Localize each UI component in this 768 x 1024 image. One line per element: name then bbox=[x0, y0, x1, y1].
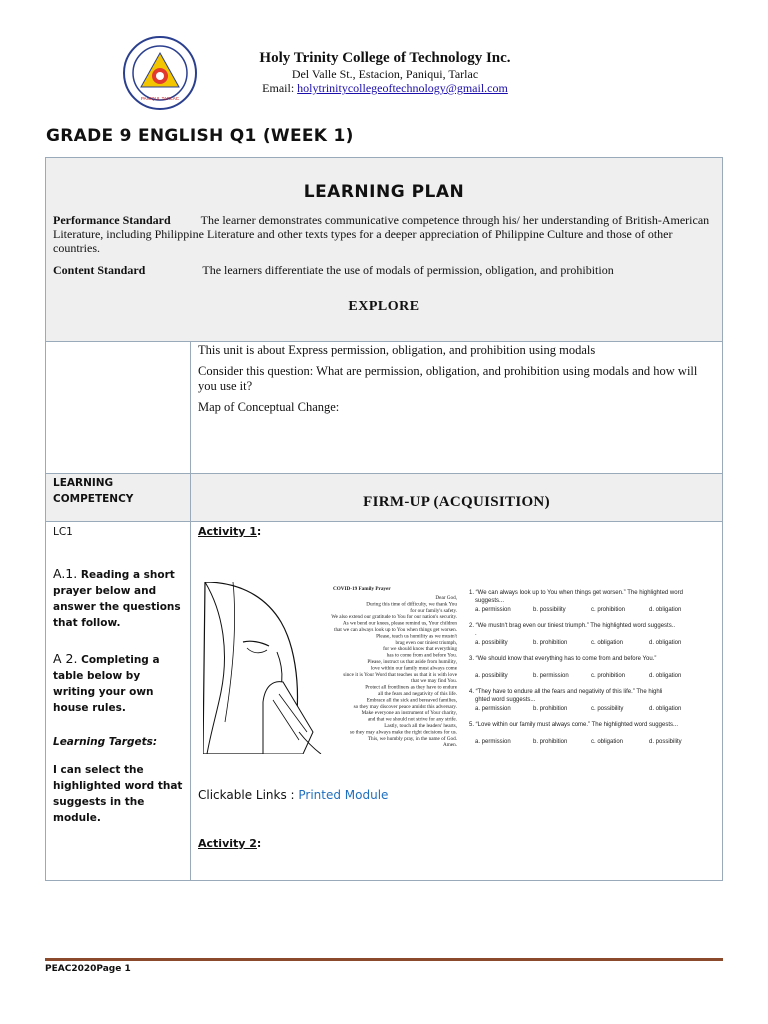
quiz-option: d. obligation bbox=[649, 640, 682, 646]
activity-cell bbox=[190, 521, 723, 881]
explore-question: Consider this question: What are permission, obligation, and prohibition using modals and how will you use it? bbox=[198, 364, 698, 393]
clickable-links bbox=[198, 788, 388, 802]
prayer-title: COVID-19 Family Prayer bbox=[333, 586, 391, 592]
prayer-line: Lastly, touch all the leaders' hearts, bbox=[384, 723, 457, 729]
logo-bottom-text: PANIQUI, TARLAC bbox=[140, 96, 180, 101]
prayer-line: that we can always look up to You when things get worsen. bbox=[334, 627, 457, 633]
explore-left-cell bbox=[45, 341, 191, 474]
quiz-option: c. obligation bbox=[591, 739, 624, 745]
prayer-line: Make everyone an instrument of Your charity, bbox=[361, 710, 457, 717]
quiz-option: d. obligation bbox=[649, 673, 682, 679]
email-label: Email: bbox=[262, 81, 298, 95]
quiz-option: b. prohibition bbox=[533, 706, 568, 712]
quiz-option: c. obligation bbox=[591, 640, 624, 646]
quiz-question: 1. “We can always look up to You when things get worsen.” The highlighted word bbox=[469, 590, 683, 596]
lc1-label: LC1 bbox=[53, 526, 73, 538]
performance-standard-text: The learner demonstrates communicative competence through his/ her understanding of British-American Literature, including Philippine Literature and other texts types for a deeper appreciation of Philippine Culture and those of other countries. bbox=[53, 213, 710, 255]
explore-intro: This unit is about Express permission, obligation, and prohibition using modals bbox=[198, 343, 596, 357]
quiz-option: a. permission bbox=[475, 706, 511, 712]
learning-plan-heading: LEARNING PLAN bbox=[303, 182, 465, 202]
quiz-option: a. possibility bbox=[475, 640, 508, 646]
quiz-question: 2. “We mustn't brag even our tiniest triumph.” The highlighted word suggests.. bbox=[469, 623, 676, 629]
prayer-line: has to come from and before You. bbox=[386, 652, 457, 659]
quiz-option: b. prohibition bbox=[533, 739, 568, 745]
competency-a1 bbox=[53, 566, 183, 631]
links-label: Clickable Links : bbox=[198, 788, 299, 802]
content-standard-text: The learners differentiate the use of modals of permission, obligation, and prohibition bbox=[202, 263, 614, 277]
quiz-question-cont: suggests... bbox=[475, 598, 505, 604]
competency-cell bbox=[45, 521, 191, 881]
school-address: Del Valle St., Estacion, Paniqui, Tarlac bbox=[291, 67, 479, 81]
footer-rule bbox=[45, 958, 723, 961]
prayer-line: that we may find You. bbox=[411, 678, 457, 685]
quiz-option: b. permission bbox=[533, 673, 569, 679]
prayer-line: for our family's safety. bbox=[410, 607, 457, 614]
quiz-option: c. prohibition bbox=[591, 673, 626, 679]
prayer-line: Please, teach us humility as we mustn't bbox=[376, 633, 457, 640]
school-name: Holy Trinity College of Technology Inc. bbox=[259, 50, 511, 66]
competency-a2 bbox=[53, 651, 183, 716]
school-header bbox=[210, 50, 560, 95]
footer-page-label: PEAC2020Page 1 bbox=[45, 964, 131, 974]
email-link[interactable]: holytrinitycollegeoftechnology@gmail.com bbox=[297, 81, 508, 95]
a1-label: A.1. bbox=[53, 566, 78, 581]
prayer-line: so they may discover peace amidst this adversary. bbox=[353, 703, 457, 710]
prayer-line: all the fears and negativity of this life. bbox=[378, 691, 457, 697]
prayer-line: and that we should not strive for any strife. bbox=[367, 716, 457, 723]
a2-label: A 2. bbox=[53, 651, 78, 666]
quiz-option: a. possibility bbox=[475, 673, 508, 679]
prayer-line: Embrace all the sick and bereaved families, bbox=[366, 697, 457, 704]
a1-text: Reading a short prayer below and answer the questions that follow. bbox=[53, 569, 181, 629]
a2-text: Completing a table below by writing your own house rules. bbox=[53, 654, 160, 714]
quiz-option: c. prohibition bbox=[591, 607, 626, 613]
prayer-line: Protect all frontliners as they have to endure bbox=[365, 684, 457, 691]
quiz-question-cont: . bbox=[475, 631, 477, 637]
quiz-option: b. possibility bbox=[533, 607, 566, 613]
prayer-line: so they may always make the right decisions for us. bbox=[349, 729, 457, 736]
prayer-text bbox=[331, 586, 458, 748]
learning-plan-cell bbox=[45, 157, 723, 342]
quiz-option: c. possibility bbox=[591, 706, 624, 712]
quiz-option: d. possibility bbox=[649, 739, 682, 745]
prayer-line: This, we humbly pray, in the name of God. bbox=[367, 735, 457, 742]
document-title: GRADE 9 ENGLISH Q1 (WEEK 1) bbox=[46, 126, 354, 146]
quiz-option: a. permission bbox=[475, 739, 511, 745]
explore-map-label: Map of Conceptual Change: bbox=[198, 400, 340, 414]
prayer-line: since it is Your Word that teaches us that it is with love bbox=[343, 671, 457, 678]
quiz-option: a. permission bbox=[475, 607, 511, 613]
activity-1-figure bbox=[203, 582, 703, 754]
quiz-question: 5. “Love within our family must always come.” The highlighted word suggests... bbox=[469, 722, 678, 728]
praying-woman-illustration bbox=[203, 582, 321, 754]
quiz-option: d. obligation bbox=[649, 607, 682, 613]
learning-targets-label: Learning Targets: bbox=[53, 736, 158, 748]
content-standard bbox=[53, 263, 715, 277]
performance-standard-label: Performance Standard bbox=[53, 213, 171, 227]
quiz-questions bbox=[469, 590, 683, 745]
school-email-line bbox=[210, 81, 560, 95]
quiz-question: 4. “They have to endure all the fears and negativity of this life.” The highli bbox=[469, 689, 663, 695]
quiz-option: b. prohibition bbox=[533, 640, 568, 646]
learning-targets-text: I can select the highlighted word that suggests in the module. bbox=[53, 764, 183, 824]
quiz-question-cont: ghted word suggests... bbox=[475, 697, 536, 703]
activity-1-label: Activity 1: bbox=[198, 525, 262, 538]
prayer-line: for we should know that everything bbox=[383, 646, 457, 653]
school-logo bbox=[112, 36, 208, 110]
firm-up-heading: FIRM-UP (ACQUISITION) bbox=[190, 473, 723, 522]
performance-standard bbox=[53, 213, 715, 255]
activity-2-label: Activity 2: bbox=[198, 837, 262, 850]
content-standard-label: Content Standard bbox=[53, 263, 146, 277]
quiz-option: d. obligation bbox=[649, 706, 682, 712]
prayer-line: Amen. bbox=[443, 742, 457, 749]
printed-module-link[interactable]: Printed Module bbox=[298, 788, 389, 802]
prayer-line: Dear God, bbox=[435, 595, 457, 601]
learning-competency-heading: LEARNING COMPETENCY bbox=[45, 473, 191, 522]
prayer-line: brag even our tiniest triumph, bbox=[395, 639, 457, 646]
explore-content-cell bbox=[190, 341, 723, 474]
prayer-line: During this time of difficulty, we thank You bbox=[366, 601, 457, 608]
prayer-line: As we bend our knees, please remind us, Your children bbox=[342, 620, 457, 627]
prayer-line: love within our family must always come bbox=[370, 665, 457, 672]
prayer-line: We also extend our gratitude to You for our nation's security. bbox=[331, 614, 457, 621]
prayer-line: Please, instruct us that aside from humility, bbox=[367, 659, 457, 665]
explore-heading: EXPLORE bbox=[348, 299, 420, 314]
quiz-question: 3. “We should know that everything has to come from and before You.” bbox=[469, 656, 657, 662]
